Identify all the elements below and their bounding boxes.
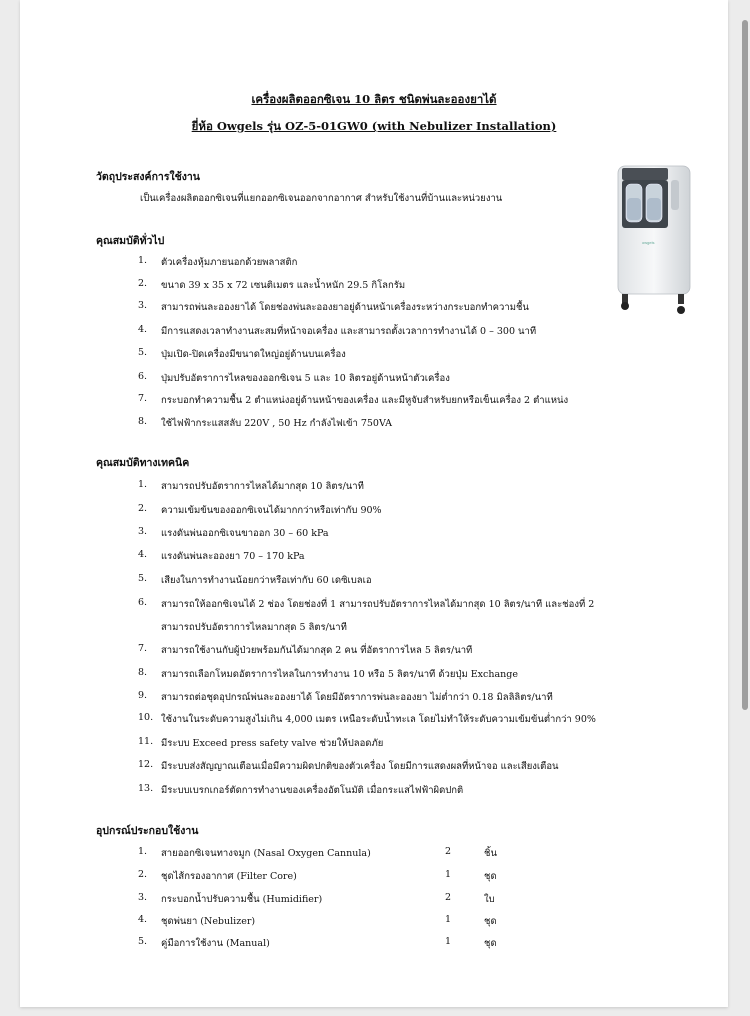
item-text: มีระบบส่งสัญญาณเตือนเมื่อมีความผิดปกติของตัวเครื่อง โดยมีการแสดงผลที่หน้าจอ และเสียงเตือน — [161, 761, 559, 772]
item-number: 8. — [138, 667, 148, 678]
item-number: 2. — [138, 503, 148, 514]
accessories-heading: อุปกรณ์ประกอบใช้งาน — [96, 825, 199, 837]
document-subtitle: ยี่ห้อ Owgels รุ่น OZ-5-01GW0 (with Nebulizer Installation) — [191, 119, 557, 133]
item-quantity: 1 — [444, 914, 452, 925]
item-text: ตัวเครื่องหุ้มภายนอกด้วยพลาสติก — [161, 257, 298, 268]
item-text: เสียงในการทำงานน้อยกว่าหรือเท่ากับ 60 เดซิเบลเอ — [161, 575, 372, 586]
item-number: 11. — [138, 736, 154, 747]
item-number: 5. — [138, 936, 148, 947]
item-text: กระบอกทำความชื้น 2 ตำแหน่งอยู่ด้านหน้าของเครื่อง และมีหูจับสำหรับยกหรือเข็นเครื่อง 2 ตำแหน่ง — [161, 395, 569, 406]
item-number: 3. — [138, 892, 148, 903]
item-text: มีระบบ Exceed press safety valve ช่วยให้ปลอดภัย — [161, 738, 384, 749]
item-quantity: 2 — [444, 846, 452, 857]
item-quantity: 1 — [444, 936, 452, 947]
item-text: มีระบบเบรกเกอร์ตัดการทำงานของเครื่องอัตโนมัติ เมื่อกระแสไฟฟ้าผิดปกติ — [161, 785, 464, 796]
item-number: 1. — [138, 479, 148, 490]
item-number: 13. — [138, 783, 154, 794]
item-text: ความเข้มข้นของออกซิเจนได้มากกว่าหรือเท่ากับ 90% — [161, 505, 382, 516]
item-text: แรงดันพ่นละอองยา 70 – 170 kPa — [161, 551, 305, 562]
item-number: 12. — [138, 759, 154, 770]
item-number: 7. — [138, 393, 148, 404]
item-number: 4. — [138, 549, 148, 560]
item-text: สามารถต่อชุดอุปกรณ์พ่นละอองยาได้ โดยมีอัตราการพ่นละอองยา ไม่ต่ำกว่า 0.18 มิลลิลิตร/นาที — [161, 692, 553, 703]
item-number: 6. — [138, 371, 148, 382]
item-text-continued: สามารถปรับอัตราการไหลมากสุด 5 ลิตร/นาที — [161, 622, 347, 633]
item-text: แรงดันพ่นออกซิเจนขาออก 30 – 60 kPa — [161, 528, 329, 539]
item-text: สามารถเลือกโหมดอัตราการไหลในการทำงาน 10 หรือ 5 ลิตร/นาที ด้วยปุ่ม Exchange — [161, 669, 518, 680]
technical-heading: คุณสมบัติทางเทคนิค — [96, 457, 190, 469]
item-quantity: 1 — [444, 869, 452, 880]
item-text: สามารถให้ออกซิเจนได้ 2 ช่อง โดยช่องที่ 1 สามารถปรับอัตราการไหลได้มากสุด 10 ลิตร/นาที และช่องที่ 2 — [161, 599, 595, 610]
oxygen-concentrator-image — [600, 160, 698, 320]
item-number: 6. — [138, 597, 148, 608]
document-title: เครื่องผลิตออกซิเจน 10 ลิตร ชนิดพ่นละอองยาได้ — [251, 92, 497, 106]
item-number: 5. — [138, 573, 148, 584]
document-page — [20, 0, 728, 1007]
item-text: สายออกซิเจนทางจมูก (Nasal Oxygen Cannula) — [161, 848, 371, 859]
purpose-heading: วัตถุประสงค์การใช้งาน — [96, 171, 200, 183]
item-text: ขนาด 39 x 35 x 72 เซนติเมตร และน้ำหนัก 29.5 กิโลกรัม — [161, 280, 406, 291]
item-text: ปุ่มเปิด-ปิดเครื่องมีขนาดใหญ่อยู่ด้านบนเครื่อง — [161, 349, 346, 360]
item-number: 2. — [138, 869, 148, 880]
item-unit: ชุด — [484, 916, 497, 927]
item-text: สามารถใช้งานกับผู้ป่วยพร้อมกันได้มากสุด 2 คน ที่อัตราการไหล 5 ลิตร/นาที — [161, 645, 473, 656]
item-number: 7. — [138, 643, 148, 654]
item-number: 3. — [138, 526, 148, 537]
brand-label: owgels — [642, 240, 655, 245]
scrollbar[interactable] — [740, 20, 748, 720]
item-text: ชุดพ่นยา (Nebulizer) — [161, 916, 256, 927]
item-number: 10. — [138, 712, 154, 723]
scrollbar-thumb[interactable] — [742, 20, 748, 710]
item-unit: ใบ — [484, 894, 495, 905]
item-number: 8. — [138, 416, 148, 427]
item-number: 1. — [138, 846, 148, 857]
item-quantity: 2 — [444, 892, 452, 903]
item-text: ชุดไส้กรองอากาศ (Filter Core) — [161, 871, 297, 882]
item-text: สามารถพ่นละอองยาได้ โดยช่องพ่นละอองยาอยู่ด้านหน้าเครื่องระหว่างกระบอกทำความชื้น — [161, 302, 529, 313]
purpose-text: เป็นเครื่องผลิตออกซิเจนที่แยกออกซิเจนออกจากอากาศ สำหรับใช้งานที่บ้านและหน่วยงาน — [140, 193, 503, 204]
item-text: มีการแสดงเวลาทำงานสะสมที่หน้าจอเครื่อง และสามารถตั้งเวลาการทำงานได้ 0 – 300 นาที — [161, 326, 537, 337]
item-text: ใช้งานในระดับความสูงไม่เกิน 4,000 เมตร เหนือระดับน้ำทะเล โดยไม่ทำให้ระดับความเข้มข้นต่ำกว่า 90% — [161, 714, 596, 725]
item-text: คู่มือการใช้งาน (Manual) — [161, 938, 270, 949]
item-number: 4. — [138, 324, 148, 335]
item-number: 3. — [138, 300, 148, 311]
item-text: ปุ่มปรับอัตราการไหลของออกซิเจน 5 และ 10 ลิตรอยู่ด้านหน้าตัวเครื่อง — [161, 373, 450, 384]
item-text: ใช้ไฟฟ้ากระแสสลับ 220V , 50 Hz กำลังไฟเข้า 750VA — [161, 418, 393, 429]
item-number: 1. — [138, 255, 148, 266]
item-number: 9. — [138, 690, 148, 701]
item-unit: ชิ้น — [484, 848, 497, 859]
item-unit: ชุด — [484, 938, 497, 949]
item-number: 2. — [138, 278, 148, 289]
item-number: 5. — [138, 347, 148, 358]
general-heading: คุณสมบัติทั่วไป — [96, 235, 165, 247]
item-unit: ชุด — [484, 871, 497, 882]
item-text: กระบอกน้ำปรับความชื้น (Humidifier) — [161, 894, 323, 905]
item-text: สามารถปรับอัตราการไหลได้มากสุด 10 ลิตร/นาที — [161, 481, 364, 492]
item-number: 4. — [138, 914, 148, 925]
